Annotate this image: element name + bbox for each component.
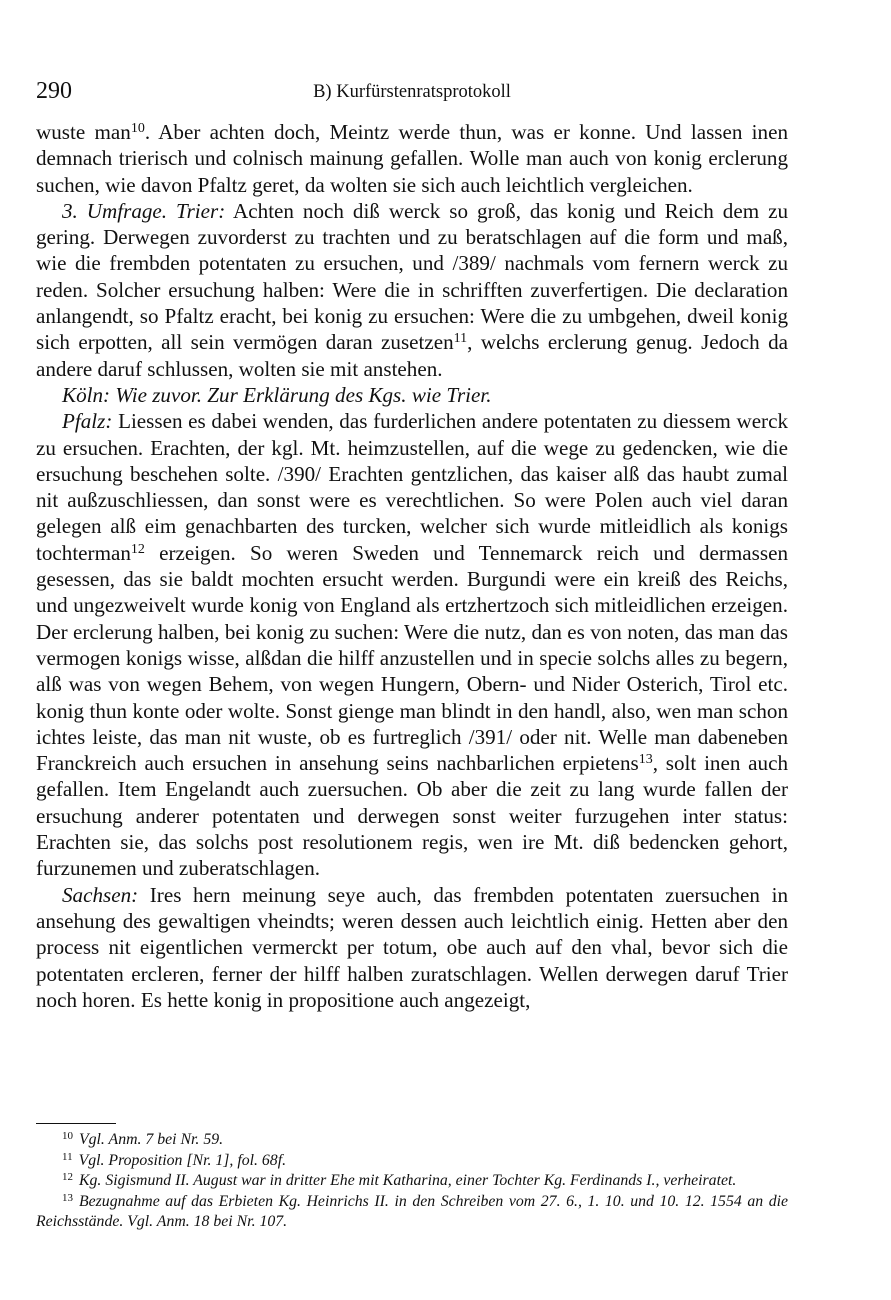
footnote	[36, 1192, 788, 1233]
footnote	[36, 1171, 788, 1192]
paragraph-text: . Aber achten doch, Meintz werde thun, was er konne. Und lassen inen demnach trierisch und colnisch mainung gefallen. Wolle man auch von konig erclerung suchen, wie davon Pfaltz geret, da wolten sie sich auch leichtlich vergleichen.	[36, 120, 788, 197]
footnote-separator	[36, 1123, 116, 1124]
footnote-ref: 13	[638, 752, 653, 768]
paragraph-text: Achten noch diß werck so groß, das konig und Reich dem zu gering. Derwegen zuvorderst zu trachten und zu beratschlagen auf die form und maß, wie die frembden potentaten zu ersuchen, und /389/ nachmals vom fernern werck zu reden. Solcher ersuchung halben: Were die in schrifften zuverfertigen. Die declaration anlangendt, so Pfaltz eracht, bei konig zu ersuchen: Were die zu umbgehen, dweil konig sich erpotten, all sein vermögen daran zusetzen	[36, 198, 788, 355]
footnote-text: Bezugnahme auf das Erbieten Kg. Heinrichs II. in den Schreiben vom 27. 6., 1. 10. und 10. 12. 1554 an die Reichsstände. Vgl. Anm. 18 bei Nr. 107.	[36, 1192, 788, 1230]
paragraph-text: Liessen es dabei wenden, das furderlichen andere potentaten zu diessem werck zu ersuchen. Erachten, der kgl. Mt. heimzustellen, auf die wege zu gedencken, wie die ersuchung beschehen solte. /390/ Erachten gentzlichen, das kaiser alß das haubt zumal nit außzuschliessen, dan sonst were es verechtlichen. So were Polen auch viel daran gelegen alß eim genachbarten des turcken, welcher sich wurde mitleidlich als konigs tochterman	[36, 409, 788, 565]
body-text	[36, 119, 788, 1013]
footnote-list	[36, 1130, 788, 1233]
running-title: B) Kurfürstenratsprotokoll	[313, 82, 511, 102]
speaker-label: 3. Umfrage. Trier:	[62, 198, 226, 223]
paragraph-text: , solt inen auch gefallen. Item Engelandt auch zuersuchen. Ob aber die zeit zu lang wurde fallen der ersuchung anderer potentaten und derwegen sonst weiter furzugehen inter status: Erachten sie, das solchs post resolutionem regis, wen ire Mt. diß bedencken gehort, furzunemen und zuberatschlagen.	[36, 751, 788, 881]
paragraph-text: Ires hern meinung seye auch, das frembden potentaten zuersuchen in ansehung des gewaltigen vheindts; weren dessen auch leichtlich einig. Hetten aber den process nit eigentlichen vermerckt per totum, obe auch auf den vhal, bevor sich die potentaten ercleren, ferner der hilff halben zuratschlagen. Wellen derwegen daruf Trier noch horen. Es hette konig in propositione auch angezeigt,	[36, 882, 788, 1012]
footnote-number: 13	[62, 1191, 73, 1204]
footnote-text: Kg. Sigismund II. August war in dritter Ehe mit Katharina, einer Tochter Kg. Ferdinands I., verheiratet.	[79, 1172, 737, 1189]
footnote-number: 10	[62, 1130, 73, 1142]
page-header	[36, 78, 788, 108]
paragraph	[36, 198, 788, 382]
footnote-number: 11	[62, 1150, 73, 1163]
paragraph	[36, 408, 788, 881]
paragraph	[36, 119, 788, 198]
footnote	[36, 1151, 788, 1172]
speaker-label: Köln: Wie zuvor. Zur Erklärung des Kgs. wie Trier.	[62, 382, 492, 407]
footnote-text: Vgl. Proposition [Nr. 1], fol. 68f.	[78, 1151, 287, 1169]
footnote-number: 12	[62, 1171, 73, 1183]
paragraph-text: wuste man	[36, 120, 131, 144]
footnote-text: Vgl. Anm. 7 bei Nr. 59.	[79, 1131, 224, 1148]
footnote-ref: 12	[130, 541, 145, 557]
footnote	[36, 1130, 788, 1151]
page-number: 290	[36, 78, 72, 104]
speaker-label: Sachsen:	[62, 882, 139, 907]
footnotes	[36, 1123, 788, 1233]
speaker-label: Pfalz:	[62, 409, 113, 434]
paragraph-text: , welchs erclerung genug. Jedoch da andere daruf schlussen, wolten sie mit anstehen.	[36, 330, 788, 381]
footnote-ref: 10	[130, 121, 145, 136]
paragraph-text: erzeigen. So weren Sweden und Tennemarck reich und dermassen gesessen, das sie baldt mochten ersucht werden. Burgundi were ein kreiß des Reichs, und ungezweivelt wurde konig von England als ertzhertzoch sich mitleidlichen erzeigen. Der erclerung halben, bei konig zu suchen: Were die nutz, dan es von noten, das man das vermogen konigs wisse, alßdan die hilff anzustellen und in specie solchs alles zu begern, alß was von wegen Behem, von wegen Hungern, Obern- und Nider Osterich, Tirol etc. konig thun konte oder wolte. Sonst gienge man blindt in den handl, also, wen man schon ichtes leiste, das man nit wuste, ob es furtreglich /391/ oder nit. Welle man dabeneben Franckreich auch ersuchen in ansehung seins nachbarlichen erpietens	[36, 540, 788, 776]
paragraph	[36, 882, 788, 1013]
footnote-ref: 11	[453, 331, 468, 347]
paragraph	[36, 382, 788, 408]
